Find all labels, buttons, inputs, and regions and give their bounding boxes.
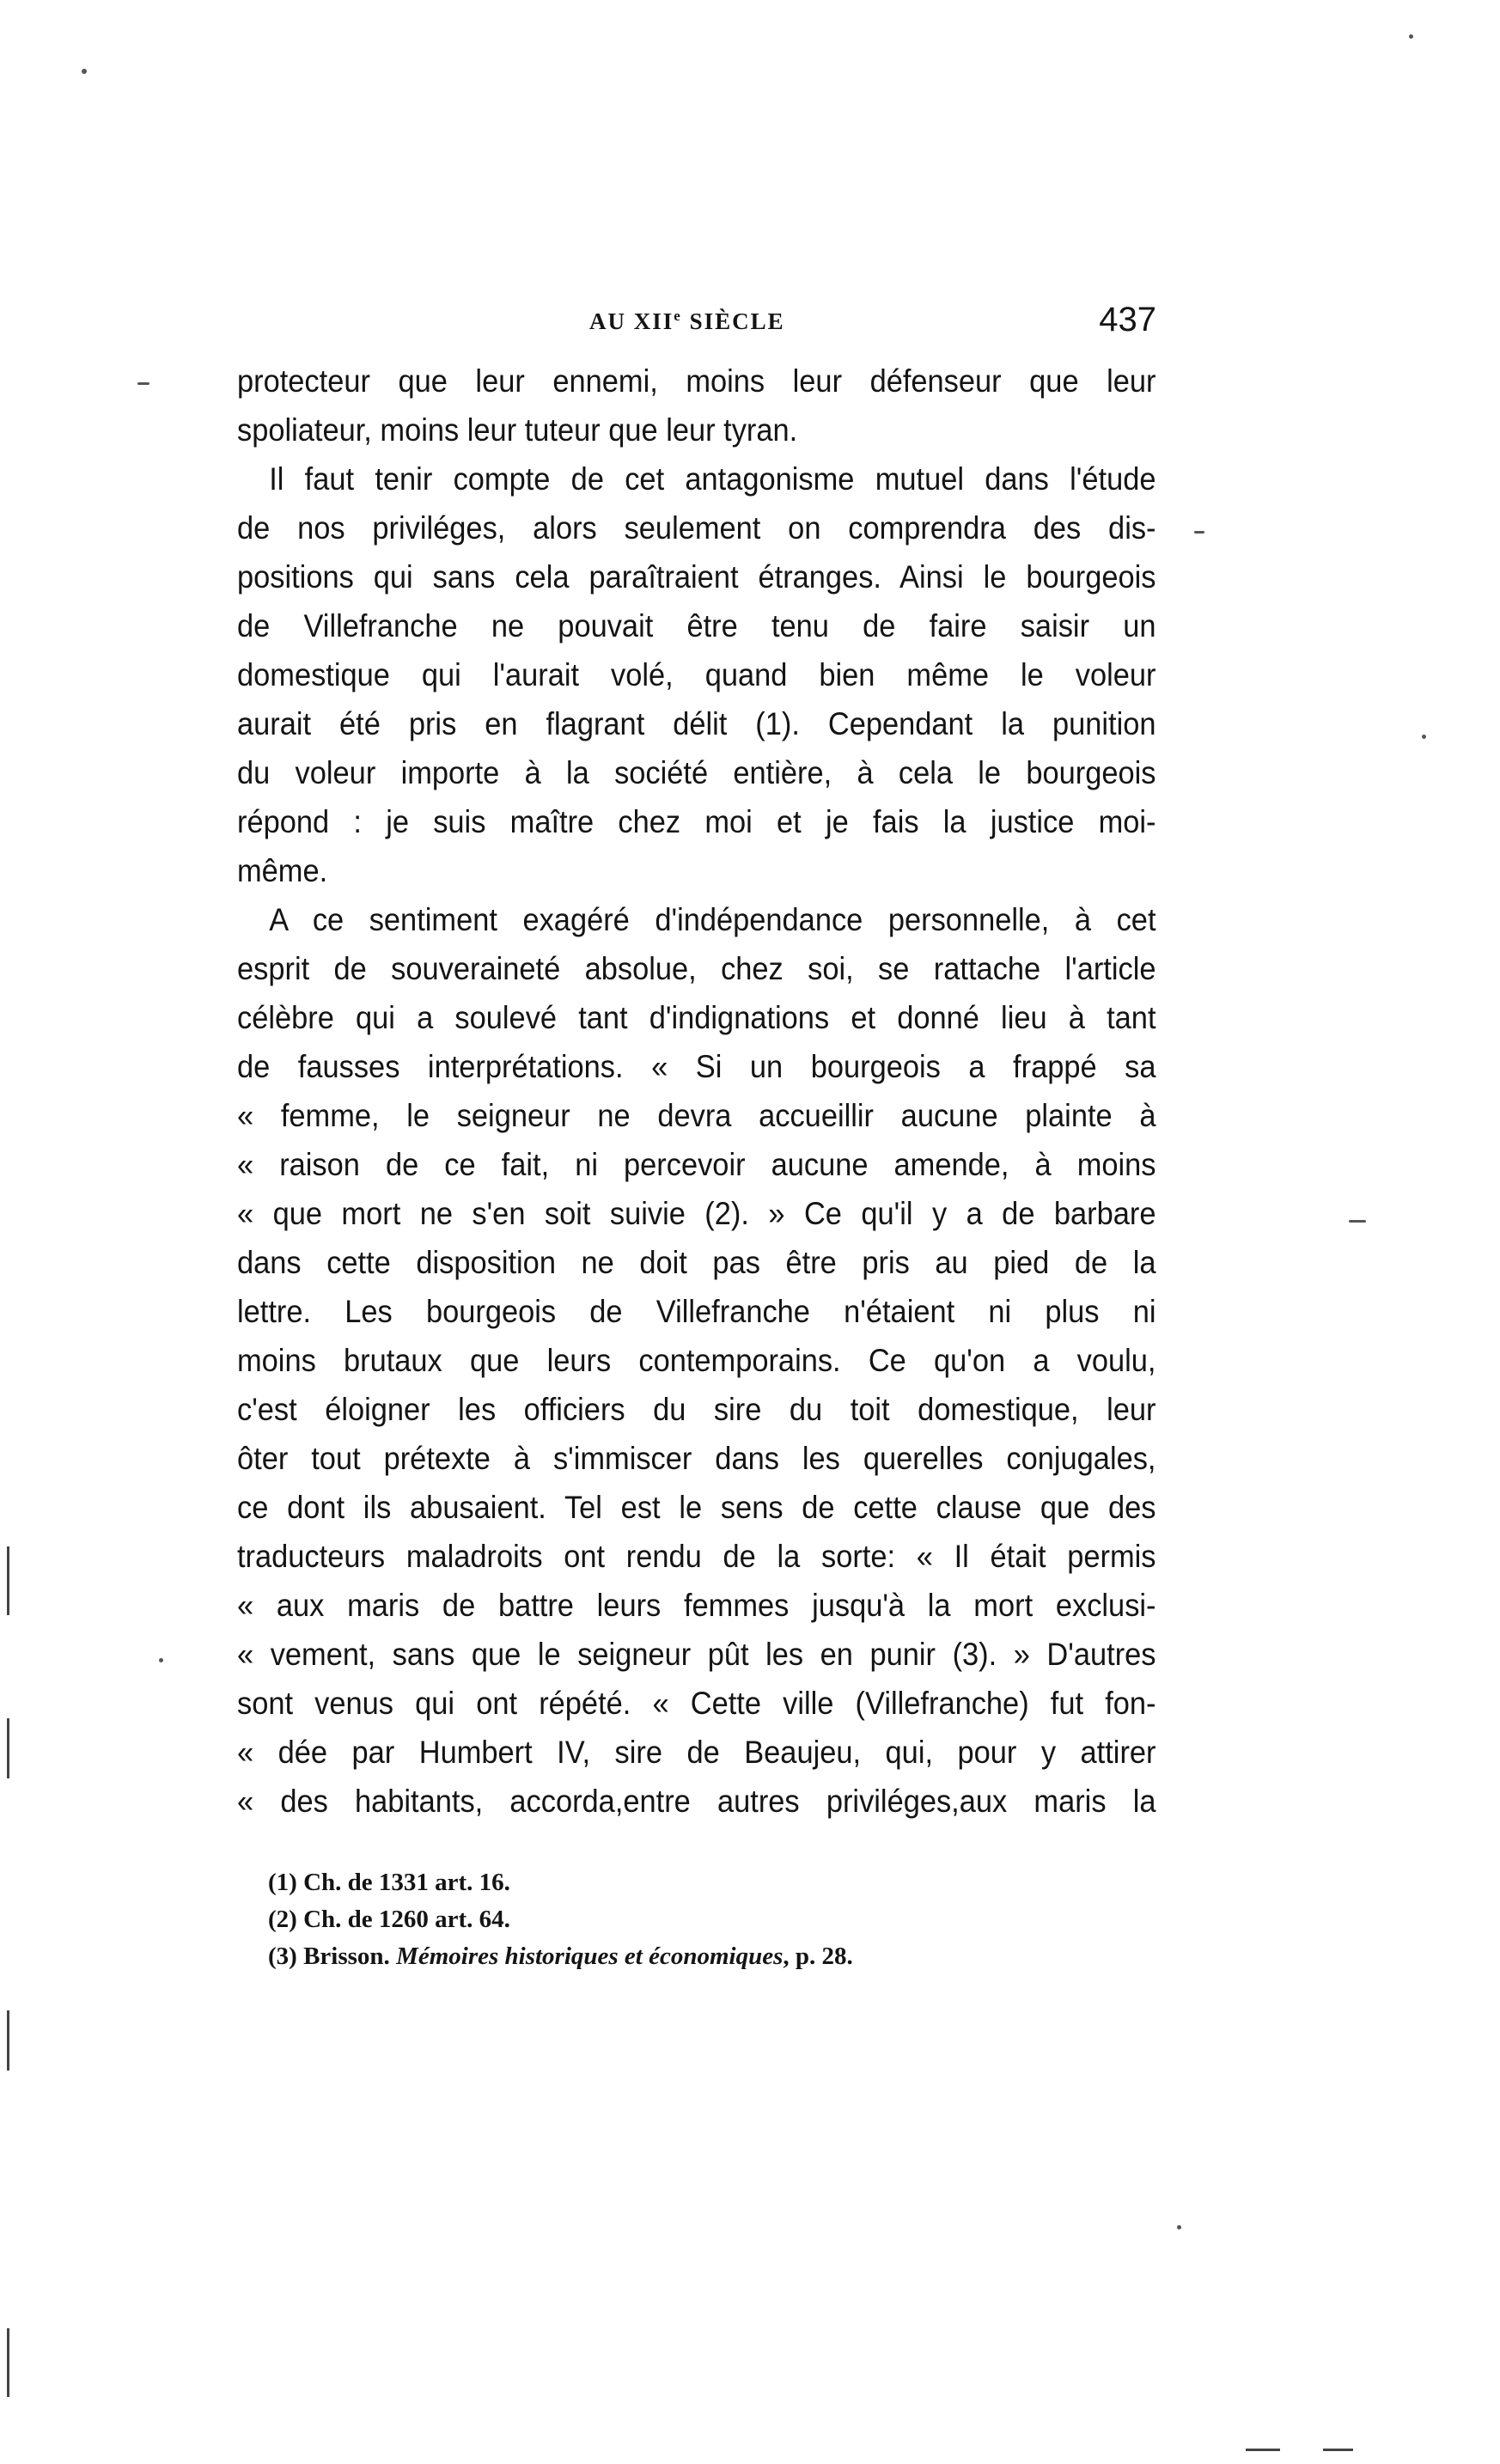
footnote-mark: (1) — [268, 1869, 297, 1896]
text-line: du voleur importe à la société entière, à cela le bourgeois — [237, 755, 1156, 790]
footnote — [268, 1864, 1041, 1901]
text-line: « aux maris de battre leurs femmes jusqu'à la mort exclusi- — [237, 1588, 1156, 1623]
running-title — [589, 308, 785, 335]
text-line: « raison de ce fait, ni percevoir aucune amende, à moins — [237, 1147, 1156, 1182]
text-line: spoliateur, moins leur tuteur que leur tyran. — [237, 412, 798, 448]
footnote-italic-title: Mémoires historiques et économiques — [396, 1943, 784, 1970]
text-line: domestique qui l'aurait volé, quand bien même le voleur — [237, 657, 1156, 692]
text-line: « vement, sans que le seigneur pût les en punir (3). » D'autres — [237, 1637, 1156, 1672]
text-line: aurait été pris en flagrant délit (1). Cependant la punition — [237, 706, 1156, 741]
text-line: de Villefranche ne pouvait être tenu de faire saisir un — [237, 608, 1156, 643]
text-line: « des habitants, accorda,entre autres priviléges,aux maris la — [237, 1784, 1156, 1819]
scan-edge-mark — [7, 1546, 9, 1615]
text-line: ôter tout prétexte à s'immiscer dans les querelles conjugales, — [237, 1441, 1156, 1476]
text-line: répond : je suis maître chez moi et je fais la justice moi- — [237, 804, 1156, 839]
scan-edge-mark — [1246, 2449, 1280, 2451]
text-line: moins brutaux que leurs contemporains. Ce qu'on a voulu, — [237, 1343, 1156, 1378]
scan-speck — [1177, 2225, 1181, 2229]
text-line: lettre. Les bourgeois de Villefranche n'étaient ni plus ni — [237, 1294, 1156, 1329]
scan-edge-mark — [7, 1718, 9, 1778]
footnote-mark: (2) — [268, 1906, 297, 1933]
scan-edge-mark — [7, 2010, 9, 2071]
page-number: 437 — [1099, 301, 1156, 338]
scan-speck — [1349, 1220, 1366, 1223]
text-line: A ce sentiment exagéré d'indépendance personnelle, à cet — [269, 902, 1156, 937]
scan-speck — [137, 382, 149, 385]
running-title-prefix: AU XII — [589, 308, 674, 334]
footnote-mark: (3) — [268, 1943, 297, 1970]
running-title-superscript: e — [674, 308, 682, 324]
text-line: sont venus qui ont répété. « Cette ville (Villefranche) fut fon- — [237, 1686, 1156, 1721]
text-line: traducteurs maladroits ont rendu de la sorte: « Il était permis — [237, 1539, 1156, 1574]
text-line: esprit de souveraineté absolue, chez soi, se rattache l'article — [237, 951, 1156, 986]
scan-edge-mark — [7, 2328, 9, 2397]
scan-speck — [1422, 735, 1426, 739]
scan-speck — [159, 1658, 163, 1662]
text-line: de nos priviléges, alors seulement on comprendra des dis- — [237, 510, 1156, 546]
body-text — [237, 357, 1156, 1826]
text-line: positions qui sans cela paraîtraient étranges. Ainsi le bourgeois — [237, 559, 1156, 595]
scan-edge-mark — [1323, 2449, 1353, 2451]
footnotes — [268, 1864, 1041, 1975]
footnote — [268, 1938, 1041, 1975]
running-header — [237, 301, 1156, 344]
running-title-suffix: SIÈCLE — [681, 308, 785, 334]
footnote-text: Brisson. — [303, 1943, 397, 1970]
scan-speck — [1409, 34, 1413, 39]
footnote-text-after: , p. 28. — [783, 1943, 853, 1970]
text-line: « que mort ne s'en soit suivie (2). » Ce qu'il y a de barbare — [237, 1196, 1156, 1231]
text-line: célèbre qui a soulevé tant d'indignations et donné lieu à tant — [237, 1000, 1156, 1035]
scan-speck — [1194, 531, 1204, 534]
text-line: Il faut tenir compte de cet antagonisme mutuel dans l'étude — [269, 461, 1156, 497]
text-line: ce dont ils abusaient. Tel est le sens de cette clause que des — [237, 1490, 1156, 1525]
footnote-text: Ch. de 1331 art. 16. — [303, 1869, 510, 1896]
text-line: « dée par Humbert IV, sire de Beaujeu, qui, pour y attirer — [237, 1735, 1156, 1770]
text-line: de fausses interprétations. « Si un bourgeois a frappé sa — [237, 1049, 1156, 1084]
text-line: dans cette disposition ne doit pas être pris au pied de la — [237, 1245, 1156, 1280]
footnote — [268, 1901, 1041, 1938]
scan-speck — [82, 69, 87, 74]
text-line: c'est éloigner les officiers du sire du toit domestique, leur — [237, 1392, 1156, 1427]
footnote-text: Ch. de 1260 art. 64. — [303, 1906, 510, 1933]
text-line: « femme, le seigneur ne devra accueillir aucune plainte à — [237, 1098, 1156, 1133]
text-line: même. — [237, 853, 328, 888]
text-line: protecteur que leur ennemi, moins leur défenseur que leur — [237, 363, 1156, 399]
